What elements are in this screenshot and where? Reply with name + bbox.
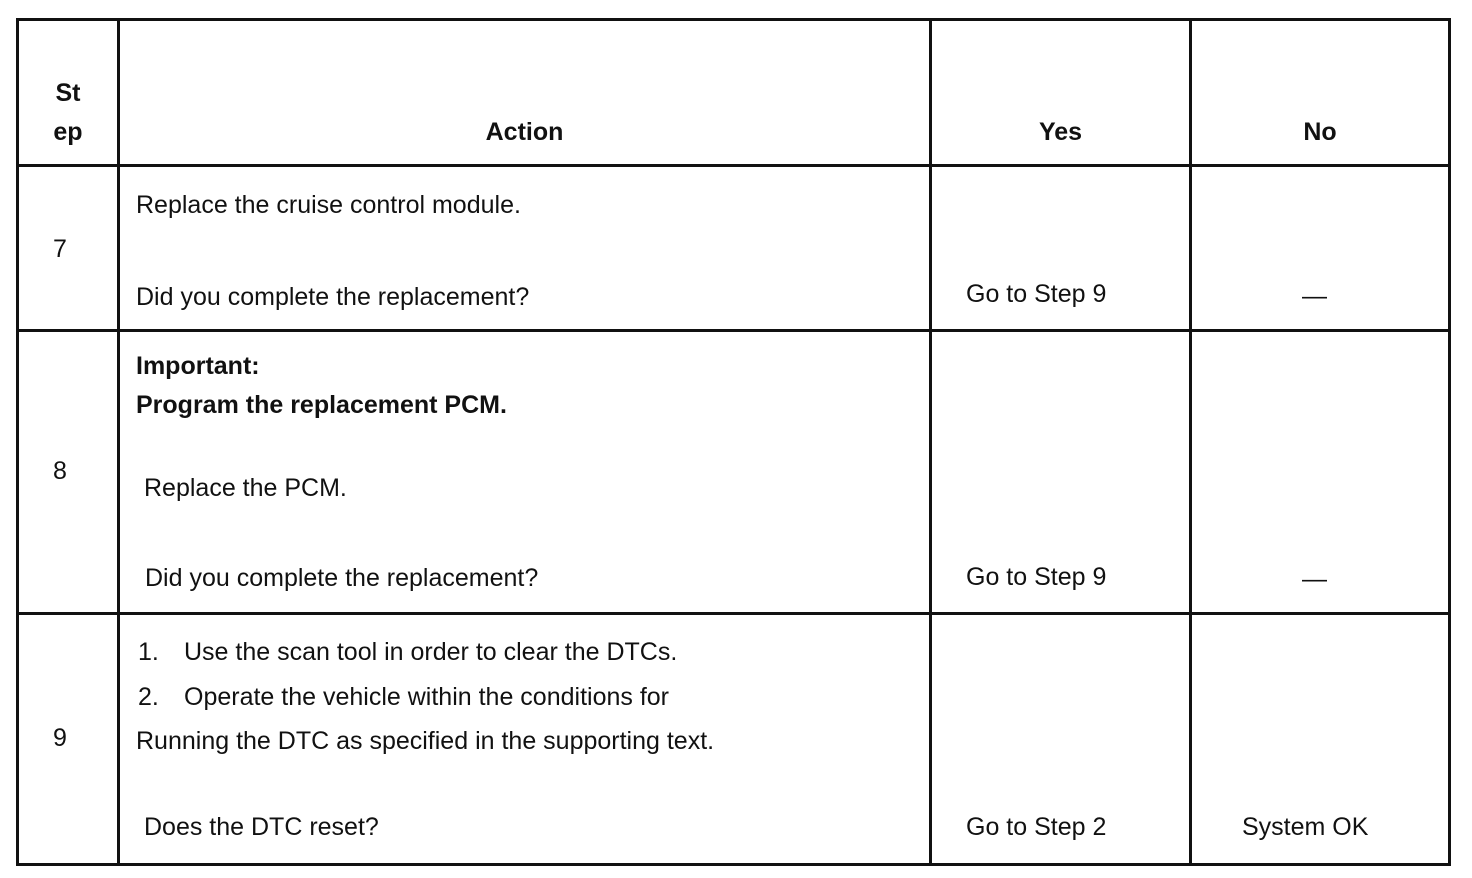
action-question: Did you complete the replacement? — [145, 564, 539, 592]
header-step-line1: St — [55, 79, 81, 107]
table-border-right — [1448, 18, 1451, 866]
list-item-text: Use the scan tool in order to clear the DTCs. — [184, 638, 678, 666]
row-divider — [16, 612, 1451, 615]
no-result: — — [1302, 282, 1327, 310]
important-label: Important: — [136, 352, 260, 380]
table-border-bottom — [16, 863, 1451, 866]
list-item-number: 2. — [138, 683, 159, 711]
list-item-number: 1. — [138, 638, 159, 666]
header-row-divider — [16, 164, 1451, 167]
step-number: 7 — [53, 235, 67, 263]
list-item-text: Operate the vehicle within the conditions for — [184, 683, 669, 711]
row-divider — [16, 329, 1451, 332]
header-yes: Yes — [1038, 118, 1083, 146]
header-action: Action — [485, 118, 564, 146]
action-question: Did you complete the replacement? — [136, 283, 530, 311]
step-number: 8 — [53, 457, 67, 485]
action-text: Replace the cruise control module. — [136, 191, 521, 219]
no-result: System OK — [1242, 813, 1369, 841]
important-text: Program the replacement PCM. — [136, 391, 507, 419]
table-border-top — [16, 18, 1451, 21]
yes-result: Go to Step 9 — [966, 280, 1107, 308]
step-number: 9 — [53, 724, 67, 752]
header-step-line2: ep — [53, 118, 83, 146]
header-no: No — [1303, 118, 1337, 146]
list-continuation: Running the DTC as specified in the supporting text. — [136, 727, 715, 755]
action-text: Replace the PCM. — [144, 474, 347, 502]
yes-result: Go to Step 9 — [966, 563, 1107, 591]
no-result: — — [1302, 565, 1327, 593]
action-question: Does the DTC reset? — [144, 813, 379, 841]
diagnostic-table — [16, 18, 1451, 866]
yes-result: Go to Step 2 — [966, 813, 1107, 841]
